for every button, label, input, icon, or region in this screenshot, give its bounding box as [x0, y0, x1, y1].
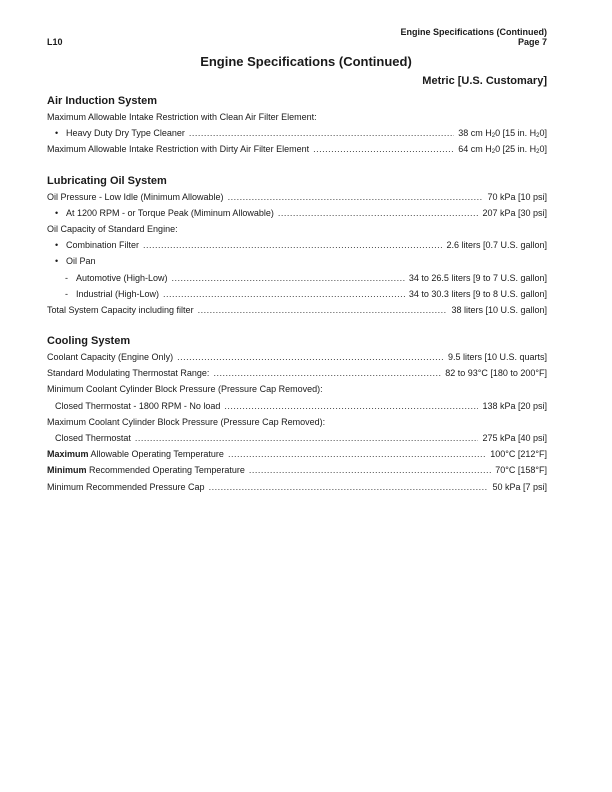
spec-row [47, 109, 547, 125]
spec-label: Closed Thermostat [55, 433, 131, 443]
spec-value: 50 kPa [7 psi] [492, 481, 547, 492]
spec-row [47, 205, 547, 221]
spec-label: Oil Capacity of Standard Engine: [47, 223, 178, 234]
spec-label: Oil Pan [66, 256, 96, 267]
spec-row [47, 189, 547, 205]
spec-label: Industrial (High-Low) [76, 288, 160, 299]
spec-row [47, 398, 547, 414]
dot-leader [177, 349, 444, 365]
spec-label: Recommended Operating Temperature [86, 465, 245, 476]
spec-row [47, 286, 547, 302]
spec-row [47, 349, 547, 365]
spec-row [47, 479, 547, 495]
spec-row [47, 414, 547, 430]
spec-value: 70 kPa [10 psi] [487, 191, 547, 202]
dot-leader [313, 141, 454, 157]
spec-value: 275 kPa [40 psi] [482, 433, 547, 443]
spec-label: Heavy Duty Dry Type Cleaner [66, 128, 185, 139]
running-header [400, 27, 547, 47]
spec-value: 100°C [212°F] [490, 449, 547, 460]
spec-row [47, 237, 547, 253]
spec-label: Minimum Coolant Cylinder Block Pressure (Pressure Cap Removed): [47, 384, 323, 395]
bullet-icon: • [55, 240, 59, 251]
spec-row [47, 302, 547, 318]
spec-label: Combination Filter [66, 240, 140, 251]
bullet-icon: • [55, 128, 59, 139]
dot-leader [224, 398, 478, 414]
bullet-icon: • [55, 207, 59, 218]
spec-label: Maximum Allowable Intake Restriction with Dirty Air Filter Element [47, 144, 310, 155]
spec-label: Maximum Coolant Cylinder Block Pressure (Pressure Cap Removed): [47, 416, 326, 427]
spec-row [47, 430, 547, 446]
spec-value: 34 to 30.3 liters [9 to 8 U.S. gallon] [408, 288, 547, 299]
page-number: Page 7 [517, 37, 547, 47]
dot-leader [228, 189, 484, 205]
dot-leader [163, 286, 405, 302]
spec-label: At 1200 RPM - or Torque Peak (Miminum Allowable) [66, 207, 274, 218]
spec-value: 138 kPa [20 psi] [482, 400, 547, 411]
dot-leader [143, 237, 442, 253]
units-note: Metric [U.S. Customary] [422, 75, 547, 87]
dot-leader [209, 479, 489, 495]
spec-row [47, 141, 547, 157]
dot-leader [228, 446, 486, 462]
spec-label: Standard Modulating Thermostat Range: [47, 368, 210, 379]
doc-id: L10 [47, 37, 63, 47]
spec-label: Coolant Capacity (Engine Only) [47, 352, 174, 363]
spec-label-emphasis: Maximum [47, 449, 89, 460]
bullet-icon: • [55, 256, 59, 267]
dot-leader [189, 125, 454, 141]
spec-row [47, 221, 547, 237]
spec-row [47, 365, 547, 381]
spec-label: Allowable Operating Temperature [88, 449, 224, 460]
spec-label: Closed Thermostat - 1800 RPM - No load [55, 400, 221, 411]
spec-value: 38 cm $H_20$ [15 in. $H_20$] [458, 128, 547, 140]
spec-value: 2.6 liters [0.7 U.S. gallon] [446, 240, 547, 251]
dot-leader [278, 205, 479, 221]
spec-value: 9.5 liters [10 U.S. quarts] [447, 352, 547, 363]
spec-label: Maximum Allowable Intake Restriction with Clean Air Filter Element: [47, 112, 317, 122]
dash-icon: - [65, 288, 68, 299]
running-title: Engine Specifications (Continued) [400, 27, 547, 37]
spec-content [47, 93, 547, 495]
spec-value: 70°C [158°F] [495, 465, 547, 476]
dot-leader [135, 430, 479, 446]
spec-row [47, 270, 547, 286]
dash-icon: - [65, 272, 68, 283]
spec-value: 207 kPa [30 psi] [482, 207, 547, 218]
spec-value: 64 cm $H_20$ [25 in. $H_20$] [458, 144, 547, 156]
spec-label: Automotive (High-Low) [76, 272, 168, 283]
spec-value: 38 liters [10 U.S. gallon] [451, 304, 547, 315]
spec-label: Oil Pressure - Low Idle (Minimum Allowable) [47, 191, 224, 202]
dot-leader [172, 270, 405, 286]
section-title-air-induction: Air Induction System [47, 95, 158, 107]
spec-row [47, 253, 547, 269]
dot-leader [249, 462, 491, 478]
spec-value: 34 to 26.5 liters [9 to 7 U.S. gallon] [408, 272, 547, 283]
spec-row [47, 125, 547, 141]
dot-leader [213, 365, 441, 381]
dot-leader [198, 302, 448, 318]
spec-row [47, 462, 547, 478]
spec-label-emphasis: Minimum [47, 465, 87, 476]
spec-label: Total System Capacity including filter [47, 304, 194, 315]
section-title-lubricating-oil: Lubricating Oil System [47, 174, 167, 187]
spec-row [47, 381, 547, 397]
spec-value: 82 to 93°C [180 to 200°F] [445, 368, 547, 379]
spec-row [47, 446, 547, 462]
section-title-cooling: Cooling System [47, 335, 131, 348]
spec-label: Minimum Recommended Pressure Cap [47, 481, 205, 492]
page-title: Engine Specifications (Continued) [200, 54, 412, 69]
